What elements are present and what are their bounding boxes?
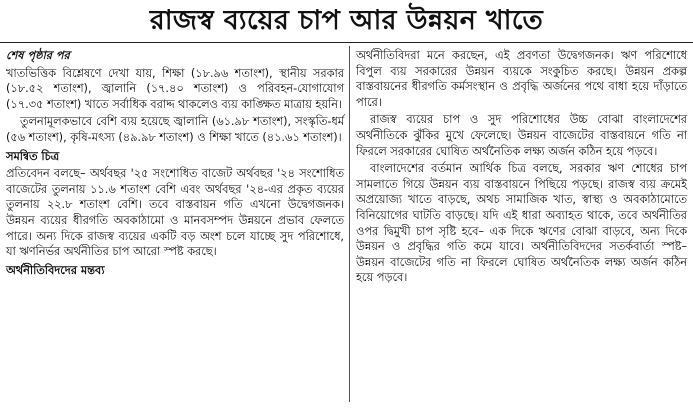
continued-from-kicker: শেষ পৃষ্ঠার পর [6,49,70,62]
subheading-integrated-picture: সমন্বিত চিত্র [6,149,59,163]
right-column [356,48,687,286]
paragraph-sector-analysis: খাতভিত্তিক বিশ্লেষণে দেখা যায়, শিক্ষা (১৮.৯৬ শতাংশ), স্থানীয় সরকার (১৮.৫২ শতাংশ), জ্বালানি (১৭.৪০ শতাংশ) ও পরিবহন-যোগাযোগ (১৭.৩৫ শতাংশ) খাতে সর্বাধিক বরাদ্দ থাকলেও ব্যয় কাঙ্ক্ষিত মাত্রায় হয়নি। [6,66,344,111]
column-divider [349,46,350,402]
paragraph-report-summary: প্রতিবেদন বলছে– অর্থবছর '২৫ সংশোধিত বাজেট অর্থবছর '২৪ সংশোধিত বাজেটের তুলনায় ১১.৬ শতাংশ বেশি এবং অর্থবছর '২৪-এর প্রকৃত ব্যয়ের তুলনায় ২২.৮ শতাংশ বেশি। তবে বাস্তবায়ন গতি এখনো উদ্বেগজনক। উন্নয়ন ব্যয়ের ধীরগতি অবকাঠামো ও মানবসম্পদ উন্নয়নে প্রভাব ফেলতে পারে। অন্য দিকে রাজস্ব ব্যয়ের একটি বড় অংশ চলে যাচ্ছে সুদ পরিশোধে, যা ঋণনির্ভর অর্থনীতির চাপ আরো স্পষ্ট করছে। [6,167,344,259]
paragraph-economists-concern: অর্থনীতিবিদরা মনে করছেন, এই প্রবণতা উদ্বেগজনক। ঋণ পরিশোধে বিপুল ব্যয় সরকারের উন্নয়ন ব্যয়কে সংকুচিত করছে। উন্নয়ন প্রকল্প বাস্তবায়নের ধীরগতি কর্মসংস্থান ও প্রবৃদ্ধি অর্জনের পথে বাধা হয়ে দাঁড়াতে পারে। [356,49,687,109]
paragraph-higher-spending: তুলনামূলকভাবে বেশি ব্যয় হয়েছে জ্বালানি (৬১.৯৮ শতাংশ), সংস্কৃতি-ধর্ম (৫৬ শতাংশ), কৃষি-মৎস্য (৪৯.৯৮ শতাংশ) ও শিক্ষা খাতে (৪১.৬১ শতাংশ)। [6,115,344,144]
paragraph-current-financial-picture: বাংলাদেশের বর্তমান আর্থিক চিত্র বলছে, সরকার ঋণ শোধের চাপ সামলাতে গিয়ে উন্নয়ন ব্যয় বাস্তবায়নে পিছিয়ে পড়ছে। রাজস্ব ব্যয় ক্রমেই অপ্রয়োজ্য খাতে বাড়ছে, অথচ সামাজিক খাত, স্বাস্থ্য ও অবকাঠামোতে বিনিয়োগের ঘাটতি বাড়ছে। যদি এই ধারা অব্যাহত থাকে, তবে অর্থনীতির ওপর দ্বিমুখী চাপ সৃষ্টি হবে– এক দিকে ঋণের বোঝা বাড়বে, অন্য দিকে উন্নয়ন ও প্রবৃদ্ধির গতি কমে যাবে। অর্থনীতিবিদদের সতর্কবার্তা স্পষ্ট– উন্নয়ন বাজেটের গতি না ফিরলে ঘোষিত অর্থনৈতিক লক্ষ্য অর্জন কঠিন হয়ে পড়বে। [356,162,687,285]
headline-rule [0,42,693,43]
paragraph-revenue-pressure: রাজস্ব ব্যয়ের চাপ ও সুদ পরিশোধের উচ্চ বোঝা বাংলাদেশের অর্থনীতিকে ঝুঁকির মুখে ফেলেছে। উন্নয়ন বাজেটের বাস্তবায়নে গতি না ফিরলে সরকারের ঘোষিত অর্থনৈতিক লক্ষ্য অর্জন কঠিন হয়ে পড়বে। [356,113,687,158]
left-column [6,48,344,278]
article-headline: রাজস্ব ব্যয়ের চাপ আর উন্নয়ন খাতে [149,5,544,36]
subheading-economists-comment: অর্থনীতিবিদদের মন্তব্য [6,263,105,277]
